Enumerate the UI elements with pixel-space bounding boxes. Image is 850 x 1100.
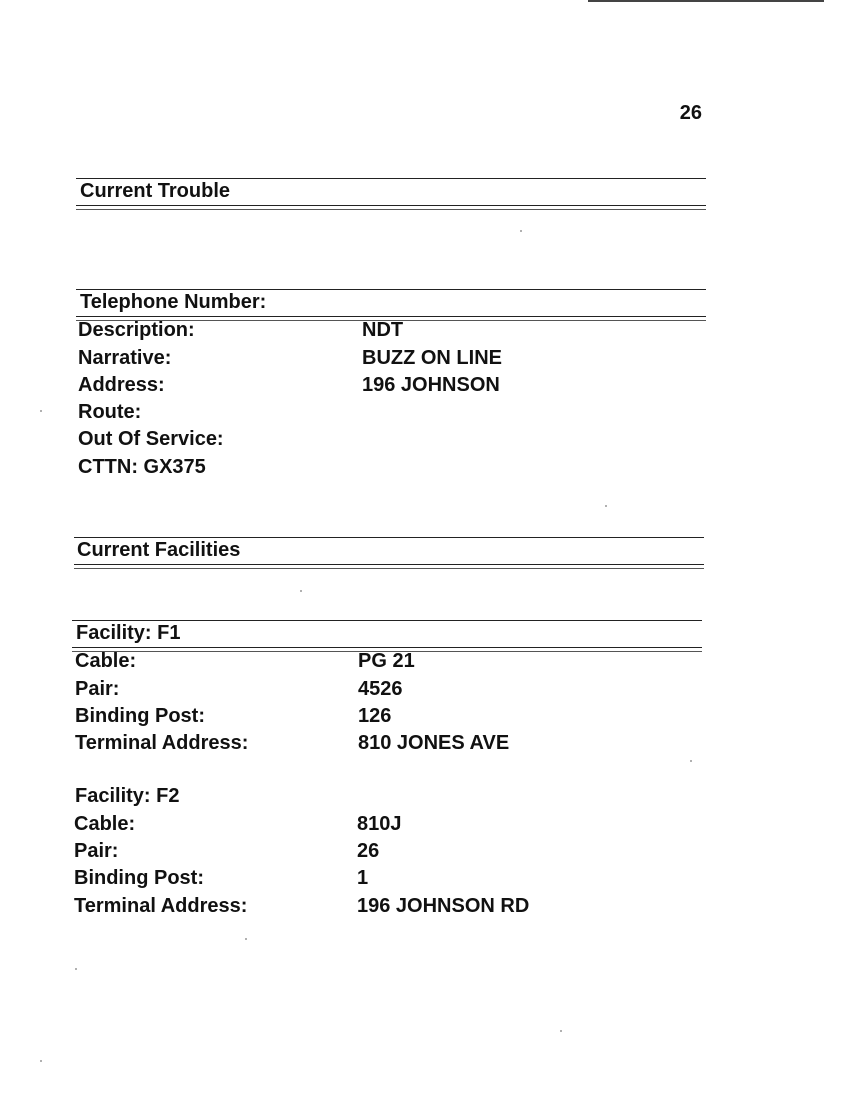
rule [72, 647, 702, 648]
address-value: 196 JOHNSON [362, 374, 500, 396]
f1-cable-label: Cable: [75, 650, 137, 672]
f2-pair-label: Pair: [74, 840, 119, 862]
f1-terminal-address-value: 810 JONES AVE [358, 732, 510, 754]
f1-terminal-address-label: Terminal Address: [75, 732, 249, 754]
f2-cable-label: Cable: [74, 813, 136, 835]
scan-speck [605, 505, 607, 507]
f1-binding-post-value: 126 [358, 705, 392, 727]
f2-terminal-address-value: 196 JOHNSON RD [357, 895, 530, 917]
scan-speck [690, 760, 692, 762]
route-label: Route: [78, 401, 142, 423]
telephone-number-title: Telephone Number: [80, 291, 267, 313]
narrative-label: Narrative: [78, 347, 172, 369]
f2-cable-value: 810J [357, 813, 402, 835]
scan-speck [40, 1060, 42, 1062]
scan-edge-line [588, 0, 824, 2]
description-value: NDT [362, 319, 404, 341]
f2-pair-value: 26 [357, 840, 380, 862]
scan-speck [560, 1030, 562, 1032]
out-of-service-label: Out Of Service: [78, 428, 224, 450]
scan-speck [75, 968, 77, 970]
description-label: Description: [78, 319, 195, 341]
f2-binding-post-value: 1 [357, 867, 369, 889]
f2-binding-post-label: Binding Post: [74, 867, 204, 889]
rule [76, 316, 706, 317]
f1-cable-value: PG 21 [358, 650, 415, 672]
current-facilities-title: Current Facilities [77, 539, 241, 561]
rule [76, 209, 706, 210]
current-trouble-title: Current Trouble [80, 180, 231, 202]
f1-pair-label: Pair: [75, 678, 120, 700]
page-number: 26 [679, 102, 702, 124]
current-facilities-header [74, 537, 704, 569]
cttn-label: CTTN: GX375 [78, 456, 206, 478]
facility-f2-title: Facility: F2 [75, 785, 180, 807]
scan-speck [520, 230, 522, 232]
scan-speck [300, 590, 302, 592]
scan-speck [40, 410, 42, 412]
f1-pair-value: 4526 [358, 678, 403, 700]
facility-f1-header [72, 620, 702, 652]
scan-speck [245, 938, 247, 940]
f2-terminal-address-label: Terminal Address: [74, 895, 248, 917]
narrative-value: BUZZ ON LINE [362, 347, 502, 369]
f1-binding-post-label: Binding Post: [75, 705, 205, 727]
rule [76, 205, 706, 206]
rule [74, 564, 704, 565]
current-trouble-header [76, 178, 706, 210]
address-label: Address: [78, 374, 165, 396]
facility-f1-title: Facility: F1 [76, 622, 181, 644]
rule [74, 568, 704, 569]
telephone-number-header [76, 289, 706, 321]
